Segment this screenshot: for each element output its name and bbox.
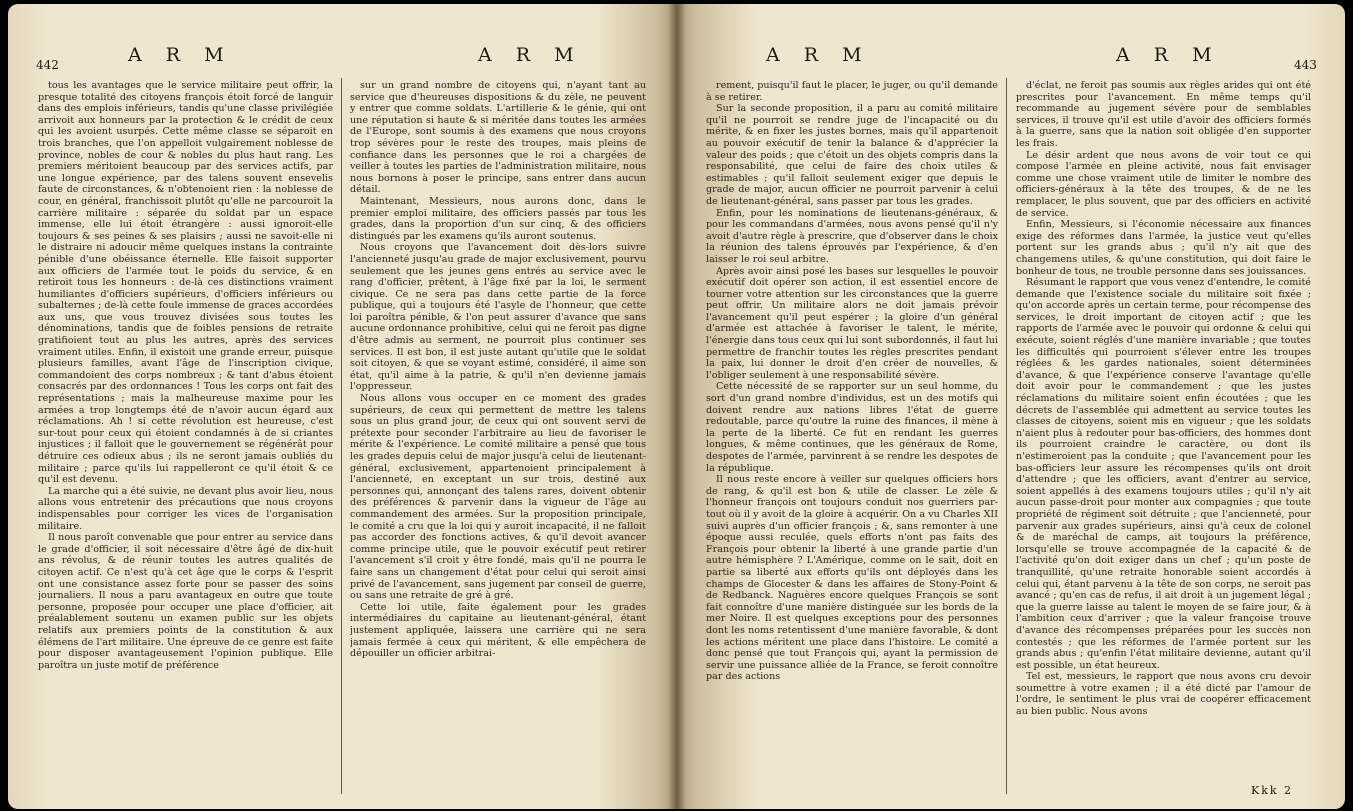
- paragraph: rement, puisqu'il faut le placer, le juger, ou qu'il demande à se retirer.: [706, 80, 998, 103]
- paragraph: d'éclat, ne feroit pas soumis aux règles arides qui ont été prescrites pour l'avancement. En même temps qu'il recommande au jugement sévère pour de semblables services, il trouve qu'il est utile d'avoir des officiers formés à la guerre, sans que la nation soit obligée d'en supporter les frais.: [1016, 80, 1311, 149]
- running-head: A R M: [478, 44, 583, 66]
- running-head: A R M: [1116, 44, 1221, 66]
- signature-mark: Kkk 2: [1251, 784, 1294, 797]
- paragraph: Il nous paroît convenable que pour entrer au service dans le grade d'officier, il soit nécessaire d'être âgé de dix-huit ans révolus, & de réunir toutes les autres qualités de citoyen actif. Ce n'est qu'à cet âge que le corps & l'esprit ont une consistance assez forte pour se passer des soins journaliers. Il nous a paru avantageux en outre que toute personne, proposée pour occuper une place d'officier, ait préalablement soutenu un examen public sur les objets relatifs aux premiers points de la constitution & aux élémens de l'art militaire. Une épreuve de ce genre est faite pour disposer avantageusement l'opinion publique. Elle paroîtra un juste motif de préférence: [38, 532, 333, 671]
- paragraph: Il nous reste encore à veiller sur quelques officiers hors de rang, & qu'il est bon & utile de classer. Le zèle & l'honneur françois ont toujours conduit nos guerriers par-tout où il y avoit de la gloire à acquérir. On a vu Charles XII suivi auprès d'un officier françois ; &, sans remonter à une époque aussi reculée, quels efforts n'ont pas faits des François pour obtenir la liberté à une grande partie d'un autre hémisphère ? L'Amérique, comme on le sait, doit en partie sa liberté aux efforts qu'ils ont déployés dans les champs de Glocester & dans les affaires de Stony-Point & de Redbanck. Naguères encore quelques François se sont fait connoître d'une manière distinguée sur les bords de la mer Noire. Il est quelques exceptions pour des personnes dont les noms retentissent d'une manière favorable, & dont les actions méritent une place dans l'histoire. Le comité a donc pensé que tout François qui, ayant la permission de servir une puissance alliée de la France, se feroit connoître par des actions: [706, 474, 998, 683]
- running-head: A R M: [766, 44, 871, 66]
- column-divider: [1006, 78, 1007, 794]
- page-number: 443: [1294, 58, 1317, 72]
- text-column-2: [350, 80, 646, 795]
- paragraph: Sur la seconde proposition, il a paru au comité militaire qu'il ne pourroit se rendre juge de l'incapacité ou du mérite, & en fixer les justes bornes, mais qu'il appartenoit au pouvoir exécutif de tenir la balance & d'apprécier la valeur des poids ; que c'étoit un des objets compris dans la responsabilité, que celui de faire des choix utiles & estimables ; qu'il falloit seulement exiger que depuis le grade de major, aucun officier ne pourroit parvenir à celui de lieutenant-général, sans passer par tous les grades.: [706, 103, 998, 207]
- book-gutter: [668, 4, 686, 809]
- paragraph: Nous allons vous occuper en ce moment des grades supérieurs, de ceux qui permettent de mettre les talens sous un plus grand jour, de ceux qui ont souvent servi de prétexte pour seconder l'arbitraire au lieu de favoriser le mérite & l'expérience. Le comité militaire a pensé que tous les grades depuis celui de major jusqu'à celui de lieutenant-général, exclusivement, appartenoient principalement à l'ancienneté, en exceptant un sur trois, destiné aux personnes qui, annonçant des talens rares, doivent obtenir des préférences & parvenir dans la vigueur de l'âge au commandement des armées. Sur la proposition principale, le comité a cru que la loi qui y auroit incapacité, il ne falloit pas accorder des fonctions actives, & qu'il devoit avancer comme principe utile, que le pouvoir exécutif peut retirer l'avancement s'il croit y être fondé, mais qu'il ne pourra le faire sans un changement d'état pour celui qui seroit ainsi privé de l'avancement, sans jugement par conseil de guerre, ou sans une retraite de gré à gré.: [350, 393, 646, 602]
- left-page: [8, 4, 676, 809]
- paragraph: Cette loi utile, faite également pour les grades intermédiaires du capitaine au lieutenant-général, étant justement appliquée, laissera une carrière qui ne sera jamais fermée à ceux qui méritent, & elle empêchera de dépouiller un officier arbitrai-: [350, 601, 646, 660]
- paragraph: Cette nécessité de se rapporter sur un seul homme, du sort d'un grand nombre d'individus, est un des motifs qui doivent rendre aux nations libres l'état de guerre redoutable, parce qu'outre la ruine des finances, il mène à la perte de la liberté. Ce fut en rendant les guerres longues, & même continues, que les généraux de Rome, despotes de l'armée, parvinrent à se rendre les despotes de la république.: [706, 381, 998, 474]
- page-number: 442: [36, 58, 59, 72]
- paragraph: Enfin, pour les nominations de lieutenans-généraux, & pour les commandans d'armées, nous avons pensé qu'il n'y avoit d'autre règle à prescrire, que d'observer dans le choix la réunion des talens éprouvés par l'expérience, & d'en laisser le roi seul arbitre.: [706, 207, 998, 265]
- paragraph: Nous croyons que l'avancement doit dès-lors suivre l'ancienneté jusqu'au grade de major exclusivement, pourvu seulement que les jeunes gens entrés au service avec le rang d'officier, prêtent, à l'âge fixé par la loi, le serment civique. Ce ne sera pas dans cette partie de la force publique, qui a toujours été l'asyle de l'honneur, que cette loi paroîtra pénible, & l'on peut assurer d'avance que sans aucune ordonnance prohibitive, celui qui ne feroit pas digne d'être admis au serment, ne pourroit plus continuer ses services. Il est bon, il est juste autant qu'utile que le soldat soit citoyen, & que se voyant estimé, considéré, il aime son état, qu'il aime à la patrie, & qu'il n'en devienne jamais l'oppresseur.: [350, 242, 646, 393]
- paragraph: sur un grand nombre de citoyens qui, n'ayant tant au service que d'heureuses dispositions & du zèle, ne peuvent y entrer que comme soldats. L'artillerie & le génie, qui ont une réputation si haute & si méritée dans toutes les armées de l'Europe, sont soumis à des examens que nous croyons trop sévères pour le reste des troupes, mais pleins de confiance dans les personnes que le roi a chargées de veiller à toutes les parties de l'administration militaire, nous nous bornons à poser le principe, sans entrer dans aucun détail.: [350, 80, 646, 196]
- right-page: [676, 4, 1345, 809]
- text-column-1: [706, 80, 998, 795]
- open-book: [8, 4, 1345, 809]
- column-divider: [341, 78, 342, 794]
- paragraph: Enfin, Messieurs, si l'économie nécessaire aux finances exige des réformes dans l'armée, la justice veut qu'elles portent sur les grands abus ; qu'il n'y ait que des changemens utiles, & qu'une constitution, qui doit faire le bonheur de tous, ne trouble personne dans ses jouissances.: [1016, 219, 1311, 277]
- text-column-1: [38, 80, 333, 795]
- paragraph: La marche qui a été suivie, ne devant plus avoir lieu, nous allons vous entretenir des précautions que nous croyons indispensables pour corriger les vices de l'organisation militaire.: [38, 485, 333, 532]
- text-column-2: [1016, 80, 1311, 780]
- paragraph: Tel est, messieurs, le rapport que nous avons cru devoir soumettre à votre examen ; il a été dicté par l'amour de l'ordre, le sentiment le plus vrai de coopérer efficacement au bien public. Nous avons: [1016, 671, 1311, 718]
- paragraph: tous les avantages que le service militaire peut offrir, la presque totalité des citoyens françois étoit forcé de languir dans des emplois inférieurs, tandis qu'une classe privilégiée arrivoit aux honneurs par la protection & le crédit de ceux qui les avoient usurpés. Cette même classe se séparoit en trois branches, que l'on appelloit vulgairement noblesse de province, nobles de cour & nobles du plus haut rang. Les premiers méritoient beaucoup par des services actifs, par une longue expérience, par des talens souvent ensevelis faute de circonstances, & n'obtenoient rien : la noblesse de cour, en général, franchissoit plutôt qu'elle ne parcouroit la carrière militaire : séparée du soldat par un espace immense, elle lui étoit étrangère : aussi ignoroit-elle toujours & ses peines & ses plaisirs ; aussi ne savoit-elle ni le distraire ni adoucir même quelques instans la contrainte pénible d'une obéissance éternelle. Elle faisoit supporter aux officiers de l'armée tout le poids du service, & en retiroit tous les honneurs : de-là ces distinctions vraiment humiliantes d'officiers supérieurs, d'officiers inférieurs ou subalternes ; de-là cette foule immense de graces accordées aux uns, que vous trouvez divisées sous toutes les dénominations, tandis que de foibles pensions de retraite gratifioient tout au plus les autres, après des services vraiment utiles. Enfin, il existoit une grande erreur, puisque plusieurs familles, avant l'âge de l'inscription civique, commandoient des corps nombreux ; & tant d'abus étoient consacrés par des ordonnances ! Tous les corps ont fait des représentations ; mais la malheureuse maxime pour les armées a trop longtemps été de n'avoir aucun égard aux réclamations. Ah ! si cette révolution est heureuse, c'est sur-tout pour ceux qui étoient condamnés à de si criantes injustices ; il falloit que le gouvernement se régénérât pour détruire ces odieux abus ; ils ne seront jamais oubliés du militaire ; parce qu'ils lui rappelleront ce qu'il étoit & ce qu'il est devenu.: [38, 80, 333, 486]
- running-head: A R M: [128, 44, 233, 66]
- paragraph: Le désir ardent que nous avons de voir tout ce qui compose l'armée en pleine activité, nous fait envisager comme une chose vraiment utile de limiter le nombre des officiers-généraux à la tête des troupes, & de ne les remplacer, le plus souvent, que par des officiers en activité de service.: [1016, 149, 1311, 219]
- paragraph: Résumant le rapport que vous venez d'entendre, le comité demande que l'existence sociale du militaire soit fixée ; qu'on accorde après un certain terme, pour récompense des services, le droit important de citoyen actif ; que les rapports de l'armée avec le pouvoir qui ordonne & celui qui exécute, soient réglés d'une manière invariable ; que toutes les difficultés qui pourroient s'élever entre les troupes réglées & les gardes nationales, soient déterminées d'avance, & que l'expérience conserve l'avantage qu'elle doit avoir pour le commandement ; que les justes réclamations du militaire soient enfin écoutées ; que les décrets de l'assemblée qui admettent au service toutes les classes de citoyens, soient mis en vigueur ; que les soldats n'aient plus à redouter pour bas-officiers, des hommes dont ils pourroient craindre le caractère, ou dont ils n'estimeroient pas la conduite ; que l'avancement pour les bas-officiers leur assure les récompenses qu'ils ont droit d'attendre ; que les officiers, avant d'entrer au service, soient appellés à des examens toujours utiles ; qu'il n'y ait aucun passe-droit pour monter aux compagnies ; que toute propriété de régiment soit détruite ; que l'ancienneté, pour parvenir aux grades supérieurs, ainsi qu'à ceux de colonel & de maréchal de camps, ait toujours la préférence, lorsqu'elle se trouve accompagnée de la capacité & de l'activité qu'on doit exiger dans un chef ; qu'un poste de tranquillité, qu'une retraite honorable soient accordés à celui qui, étant parvenu à la tête de son corps, ne seroit pas avancé ; qu'en cas de refus, il ait droit à un jugement légal ; que la guerre laisse au talent le moyen de se faire jour, & à l'ambition ceux d'arriver ; que la valeur françoise trouve d'avance des récompenses préparées pour les succès non contestés ; que les réformes de l'armée portent sur les grands abus ; qu'enfin l'état militaire devienne, autant qu'il est possible, un état heureux.: [1016, 277, 1311, 671]
- paragraph: Après avoir ainsi posé les bases sur lesquelles le pouvoir exécutif doit opérer son action, il est essentiel encore de tourner votre attention sur les circonstances que la guerre peut offrir. Un militaire alors ne doit jamais prévoir l'avancement qu'il peut espérer ; la gloire d'un général d'armée est attachée à favoriser le talent, le mérite, l'énergie dans tous ceux qui lui sont subordonnés, il faut lui permettre de franchir toutes les règles prescrites pendant la paix, lui donner le droit d'en créer de nouvelles, & l'obliger seulement à une responsabilité sévère.: [706, 265, 998, 381]
- paragraph: Maintenant, Messieurs, nous aurons donc, dans le premier emploi militaire, des officiers passés par tous les grades, dans la proportion d'un sur cinq, & des officiers distingués par les examens qu'ils auront soutenus.: [350, 195, 646, 242]
